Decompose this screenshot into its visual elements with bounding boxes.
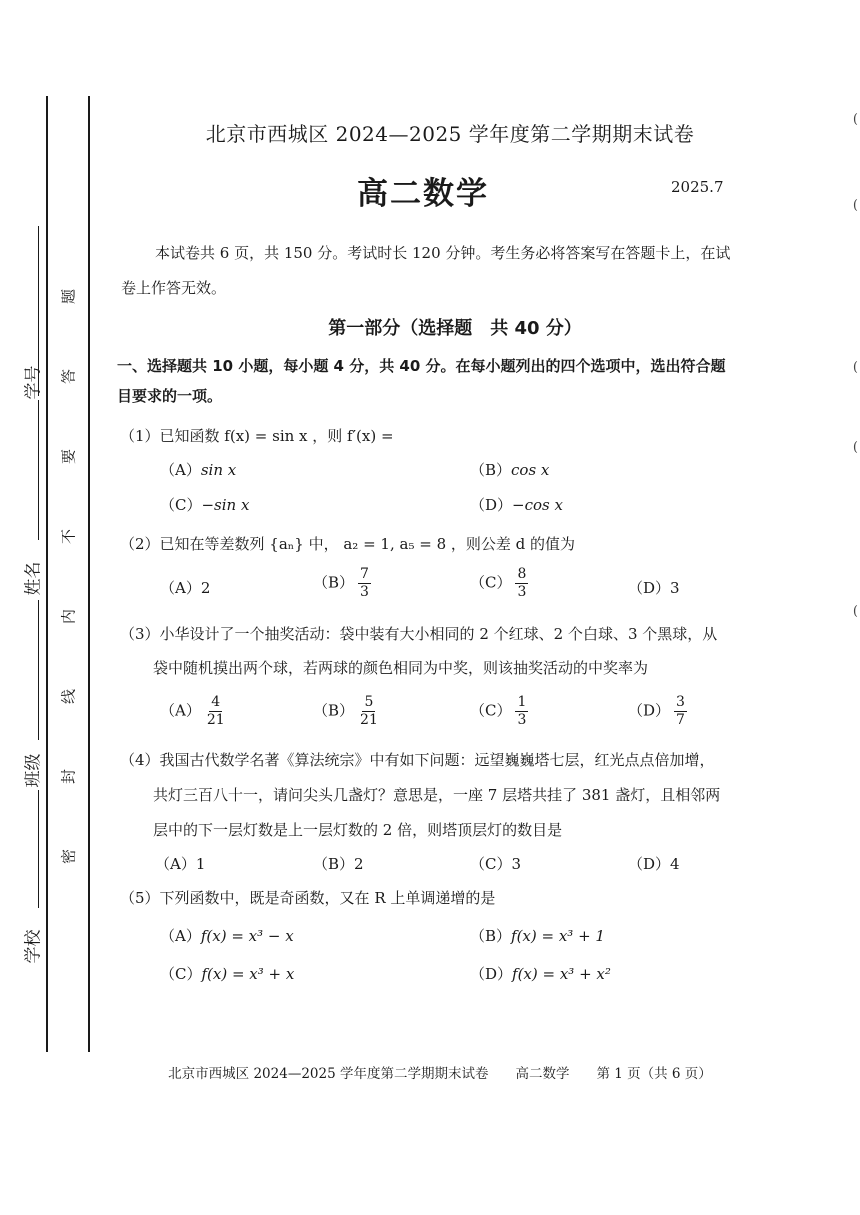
question-1-stem: （1）已知函数 f(x) = sin x ，则 f′(x) = (120, 427, 394, 445)
question-3-option-d[interactable]: （D） $\frac{3}{7}$ (628, 694, 685, 728)
question-2-option-a[interactable]: （A）2 (160, 579, 211, 597)
fraction: $\frac{3}{7}$ (676, 694, 685, 728)
exam-date: 2025.7 (671, 178, 724, 196)
question-4-option-c[interactable]: （C）3 (470, 855, 522, 873)
fraction: $\frac{1}{3}$ (517, 694, 527, 728)
seal-char: 不 (59, 529, 78, 545)
question-5-stem: （5）下列函数中，既是奇函数，又在 R 上单调递增的是 (120, 889, 496, 907)
question-1-option-d[interactable]: （D）−cos x (470, 496, 563, 514)
intro-line-2: 卷上作答无效。 (121, 279, 227, 297)
seal-char: 封 (59, 769, 78, 785)
seal-char: 密 (59, 849, 78, 865)
question-5-option-a[interactable]: （A）f(x) = x³ − x (160, 927, 294, 945)
seal-char: 答 (59, 369, 78, 385)
fraction: $\frac{7}{3}$ (360, 566, 369, 600)
scan-edge-mark: ( (852, 440, 858, 455)
question-1-option-a[interactable]: （A）sin x (160, 461, 237, 479)
question-3-stem-line-1: （3）小华设计了一个抽奖活动：袋中装有大小相同的 2 个红球、2 个白球、3 个黑球，从 (120, 625, 718, 643)
question-5-option-c[interactable]: （C）f(x) = x³ + x (160, 965, 295, 983)
scan-edge-mark: ( (852, 112, 858, 127)
question-1-option-b[interactable]: （B）cos x (470, 461, 550, 479)
question-3-stem-line-2: 袋中随机摸出两个球，若两球的颜色相同为中奖，则该抽奖活动的中奖率为 (153, 659, 649, 677)
question-4-option-b[interactable]: （B）2 (313, 855, 364, 873)
name-line (38, 400, 39, 540)
school-line (38, 790, 39, 908)
student-id-label: 学号 (23, 365, 44, 400)
question-1-option-c[interactable]: （C）−sin x (160, 496, 250, 514)
binding-line-outer (46, 96, 48, 1052)
fraction: $\frac{8}{3}$ (517, 566, 527, 600)
school-label: 学校 (23, 929, 44, 964)
seal-char: 题 (59, 289, 78, 305)
class-line (38, 600, 39, 740)
question-5-option-b[interactable]: （B）f(x) = x³ + 1 (470, 927, 605, 945)
question-5-option-d[interactable]: （D）f(x) = x³ + x² (470, 965, 611, 983)
scan-edge-mark: ( (852, 360, 858, 375)
exam-title: 北京市西城区 2024—2025 学年度第二学期期末试卷 (205, 122, 695, 146)
seal-char: 要 (59, 449, 78, 465)
question-4-option-a[interactable]: （A）1 (155, 855, 206, 873)
question-3-option-c[interactable]: （C） $\frac{1}{3}$ (470, 694, 527, 728)
subject-title: 高二数学 (357, 176, 489, 212)
binding-line-inner (88, 96, 90, 1052)
instructions-line-1: 一、选择题共 10 小题，每小题 4 分，共 40 分。在每小题列出的四个选项中，选出符合题 (117, 357, 726, 375)
question-2-option-b[interactable]: （B） $\frac{7}{3}$ (313, 566, 369, 600)
seal-char: 线 (59, 689, 78, 705)
intro-line-1: 本试卷共 6 页，共 150 分。考试时长 120 分钟。考生务必将答案写在答题卡上，在试 (155, 244, 731, 262)
scan-edge-mark: ( (852, 198, 858, 213)
question-4-stem-line-3: 层中的下一层灯数是上一层灯数的 2 倍，则塔顶层灯的数目是 (153, 821, 563, 839)
question-3-option-b[interactable]: （B） $\frac{5}{21}$ (313, 694, 378, 728)
fraction: $\frac{5}{21}$ (360, 694, 378, 728)
name-label: 姓名 (23, 561, 44, 596)
question-2-stem: （2）已知在等差数列 {aₙ} 中， a₂ = 1, a₅ = 8 ，则公差 d 的值为 (120, 535, 576, 553)
question-4-stem-line-1: （4）我国古代数学名著《算法统宗》中有如下问题：远望巍巍塔七层，红光点点倍加增， (120, 751, 715, 769)
question-3-option-a[interactable]: （A） $\frac{4}{21}$ (160, 694, 225, 728)
question-2-option-d[interactable]: （D）3 (628, 579, 680, 597)
class-label: 班级 (23, 753, 44, 788)
instructions-line-2: 目要求的一项。 (117, 387, 223, 405)
question-4-stem-line-2: 共灯三百八十一，请问尖头几盏灯？意思是，一座 7 层塔共挂了 381 盏灯，且相邻两 (153, 786, 721, 804)
question-4-option-d[interactable]: （D）4 (628, 855, 680, 873)
seal-char: 内 (59, 609, 78, 625)
question-2-option-c[interactable]: （C） $\frac{8}{3}$ (470, 566, 527, 600)
scan-edge-mark: ( (852, 604, 858, 619)
fraction: $\frac{4}{21}$ (206, 694, 225, 728)
page-footer: 北京市西城区 2024—2025 学年度第二学期期末试卷 高二数学 第 1 页（共 6 页） (168, 1066, 712, 1082)
part-heading: 第一部分（选择题 共 40 分） (328, 318, 582, 339)
